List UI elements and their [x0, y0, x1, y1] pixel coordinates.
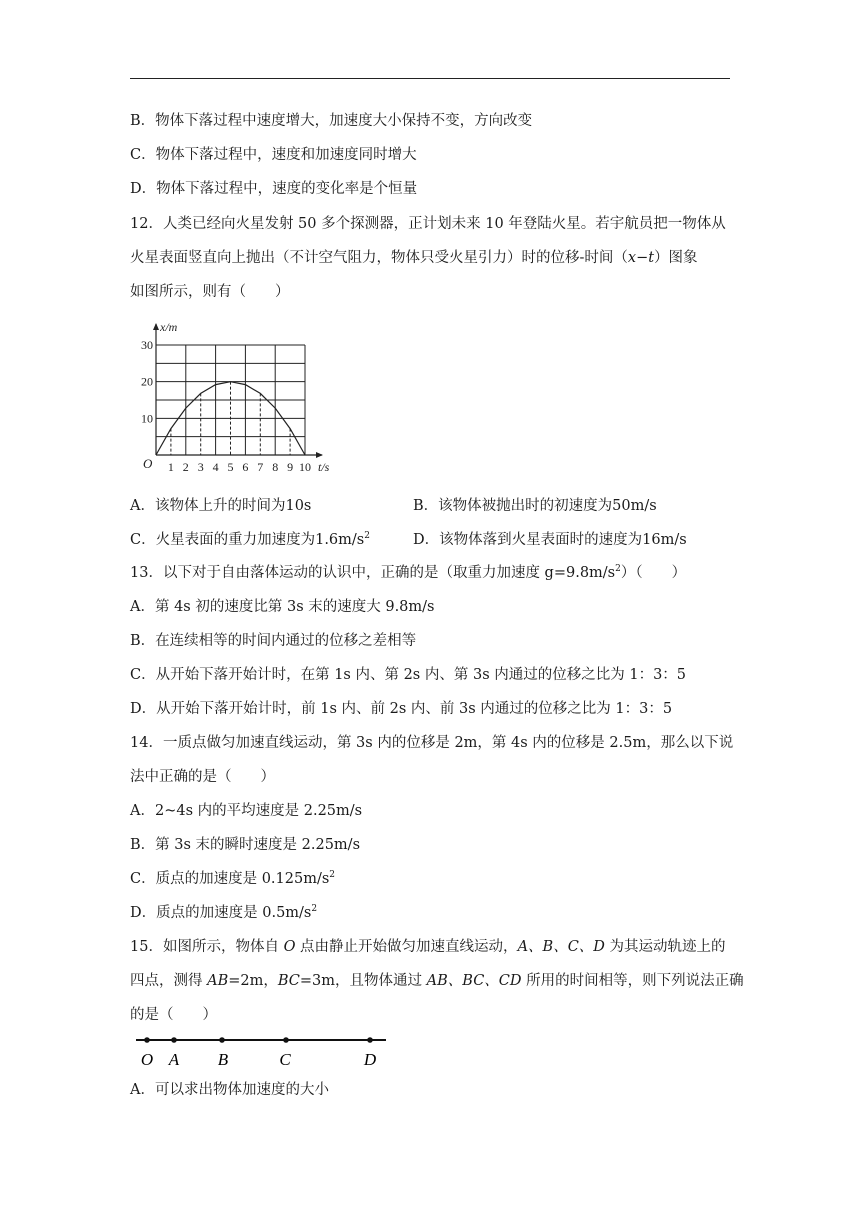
q13-option-b: B．在连续相等的时间内通过的位移之差相等 — [130, 633, 417, 649]
q12-option-b: B．该物体被抛出时的初速度为50m/s — [413, 498, 657, 514]
point-d-label: D — [363, 1050, 377, 1069]
chart-axes — [153, 323, 323, 458]
x-tick-label: 3 — [197, 460, 204, 474]
q11-option-d: D．物体下落过程中，速度的变化率是个恒量 — [130, 181, 418, 197]
origin-label: O — [143, 456, 153, 471]
point-a-dot — [171, 1037, 177, 1043]
y-tick-label: 20 — [141, 374, 153, 389]
q13-option-a: A．第 4s 初的速度比第 3s 末的速度大 9.8m/s — [130, 599, 435, 615]
x-tick-label: 4 — [212, 460, 219, 474]
y-tick-label: 10 — [141, 411, 153, 426]
q15-stem-line3: 的是（ ） — [130, 1007, 217, 1023]
x-tick-label: 6 — [242, 460, 249, 474]
q15-stem-line2: 四点，测得 AB=2m，BC=3m，且物体通过 AB、BC、CD 所用的时间相等，则下列说法正确 — [130, 973, 744, 989]
q15-option-a: A．可以求出物体加速度的大小 — [130, 1082, 329, 1098]
point-c-label: C — [279, 1050, 291, 1069]
q14-option-a: A．2~4s 内的平均速度是 2.25m/s — [130, 803, 363, 819]
point-d-dot — [367, 1037, 373, 1043]
q14-option-b: B．第 3s 末的瞬时速度是 2.25m/s — [130, 837, 361, 853]
x-tick-label: 1 — [167, 460, 174, 474]
q15-stem-line1: 15．如图所示，物体自 O 点由静止开始做匀加速直线运动，A、B、C、D 为其运动轨迹上的 — [130, 939, 726, 955]
y-tick-label: 30 — [141, 338, 153, 352]
header-rule — [130, 78, 730, 79]
q13-option-d: D．从开始下落开始计时，前 1s 内、前 2s 内、前 3s 内通过的位移之比为 1：3：5 — [130, 701, 673, 717]
chart-labels — [141, 320, 330, 474]
point-b-label: B — [217, 1050, 229, 1069]
q12-option-d: D．该物体落到火星表面时的速度为16m/s — [413, 532, 687, 548]
point-c-dot — [283, 1037, 289, 1043]
x-tick-label: 8 — [272, 460, 279, 474]
q12-stem-line2: 火星表面竖直向上抛出（不计空气阻力，物体只受火星引力）时的位移-时间（x−t）图象 — [130, 250, 698, 266]
x-axis-label: t/s — [318, 460, 330, 474]
q14-stem-line2: 法中正确的是（ ） — [130, 769, 275, 785]
point-o-dot — [144, 1037, 150, 1043]
q14-stem-line1: 14．一质点做匀加速直线运动，第 3s 内的位移是 2m，第 4s 内的位移是 2.5m，那么以下说 — [130, 735, 734, 751]
q13-stem: 13．以下对于自由落体运动的认识中，正确的是（取重力加速度 $g=9.8m/s^2$）（ ） — [130, 564, 687, 581]
x-tick-label: 9 — [287, 460, 294, 474]
q13-option-c: C．从开始下落开始计时，在第 1s 内、第 2s 内、第 3s 内通过的位移之比为 1：3：5 — [130, 667, 687, 683]
q12-option-c: C．火星表面的重力加速度为$1.6m/s^2$ — [130, 531, 370, 548]
x-axis-arrow — [316, 452, 323, 458]
q11-option-b: B．物体下落过程中速度增大，加速度大小保持不变，方向改变 — [130, 113, 533, 129]
point-b-dot — [219, 1037, 225, 1043]
q12-stem-line1: 12．人类已经向火星发射 50 多个探测器，正计划未来 10 年登陆火星。若宇航员把一物体从 — [130, 216, 726, 232]
y-axis-label: x/m — [160, 320, 178, 334]
track-diagram — [130, 1028, 400, 1072]
x-tick-label: 10 — [299, 460, 311, 474]
q14-option-d: D．质点的加速度是 $0.5m/s^2$ — [130, 904, 318, 921]
point-a-label: A — [168, 1050, 180, 1069]
q11-option-c: C．物体下落过程中，速度和加速度同时增大 — [130, 147, 417, 163]
y-axis-arrow — [153, 323, 159, 330]
q14-option-c: C．质点的加速度是 $0.125m/s^2$ — [130, 870, 336, 887]
point-o-label: O — [140, 1050, 154, 1069]
xt-graph — [140, 318, 340, 480]
x-tick-label: 5 — [227, 460, 234, 474]
q12-stem-line3: 如图所示，则有（ ） — [130, 284, 290, 300]
x-tick-label: 2 — [182, 460, 189, 474]
x-tick-label: 7 — [257, 460, 264, 474]
q12-option-a: A．该物体上升的时间为10s — [130, 498, 312, 514]
